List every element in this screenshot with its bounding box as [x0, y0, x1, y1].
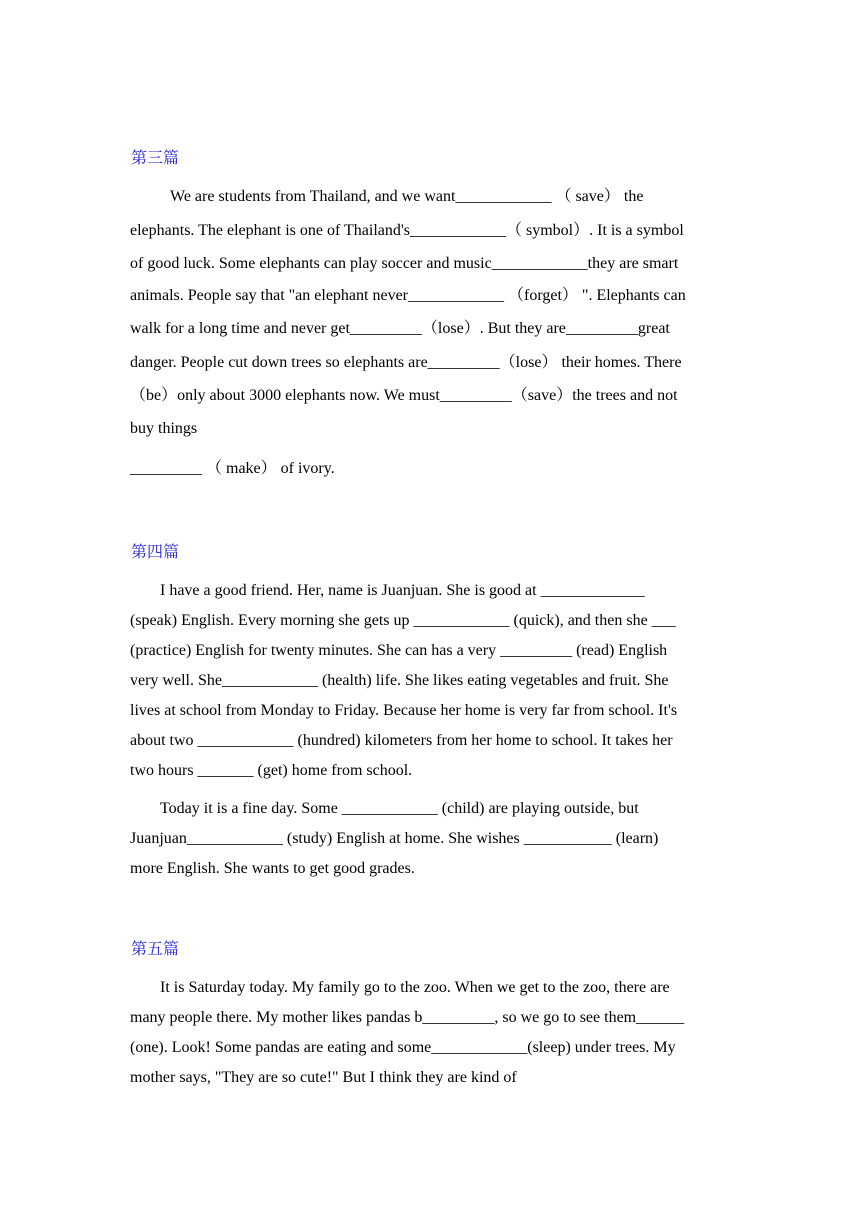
paragraph-line: mother says, "They are so cute!" But I think they are kind of — [130, 1069, 517, 1086]
paragraph-line: two hours _______ (get) home from school. — [130, 762, 413, 779]
paragraph-line: lives at school from Monday to Friday. Because her home is very far from school. It's — [130, 702, 678, 719]
section-heading-4: 第四篇 — [131, 542, 180, 561]
paragraph-line: (practice) English for twenty minutes. She can has a very _________ (read) English — [130, 642, 668, 659]
paragraph-line: danger. People cut down trees so elephants are_________（lose） their homes. There — [130, 354, 682, 371]
section-heading-3: 第三篇 — [131, 148, 180, 167]
paragraph-line: _________ （ make） of ivory. — [130, 460, 335, 477]
paragraph-line: elephants. The elephant is one of Thailand's____________（ symbol）. It is a symbol — [130, 222, 684, 239]
paragraph-line: very well. She____________ (health) life. She likes eating vegetables and fruit. She — [130, 672, 669, 689]
paragraph-line: It is Saturday today. My family go to the zoo. When we get to the zoo, there are — [160, 979, 670, 996]
paragraph-line: I have a good friend. Her, name is Juanjuan. She is good at _____________ — [160, 582, 645, 599]
paragraph-line: of good luck. Some elephants can play soccer and music____________they are smart — [130, 255, 679, 272]
paragraph-line: Today it is a fine day. Some ____________ (child) are playing outside, but — [160, 800, 639, 817]
paragraph-line: more English. She wants to get good grades. — [130, 860, 415, 877]
paragraph-line: buy things — [130, 420, 198, 437]
paragraph-line: Juanjuan____________ (study) English at home. She wishes ___________ (learn) — [130, 830, 659, 847]
paragraph-line: We are students from Thailand, and we want____________ （ save） the — [170, 188, 644, 205]
paragraph-line: about two ____________ (hundred) kilometers from her home to school. It takes her — [130, 732, 673, 749]
paragraph-line: walk for a long time and never get_________（lose）. But they are_________great — [130, 320, 670, 337]
paragraph-line: (one). Look! Some pandas are eating and some____________(sleep) under trees. My — [130, 1039, 676, 1056]
section-heading-5: 第五篇 — [131, 939, 180, 958]
paragraph-line: （be）only about 3000 elephants now. We must_________（save）the trees and not — [130, 387, 678, 404]
paragraph-line: many people there. My mother likes pandas b_________, so we go to see them______ — [130, 1009, 685, 1026]
paragraph-line: (speak) English. Every morning she gets up ____________ (quick), and then she ___ — [130, 612, 676, 629]
paragraph-line: animals. People say that "an elephant never____________ （forget） ". Elephants can — [130, 287, 686, 304]
